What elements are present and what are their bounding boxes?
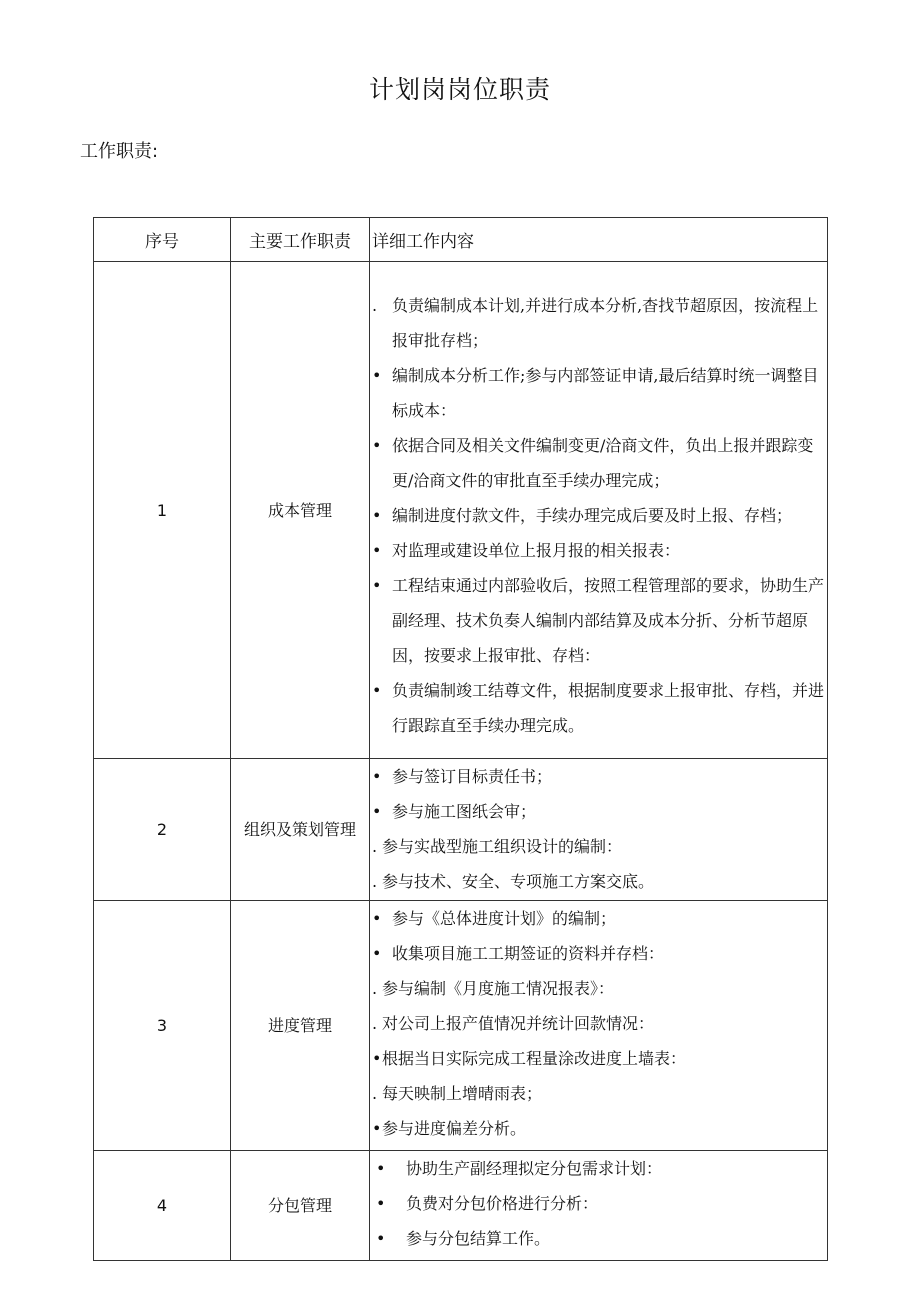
- bullet-mark: •: [372, 436, 382, 455]
- list-item: [372, 428, 827, 498]
- list-item-text: 负责编制成本计划,并进行成本分析,杳找节超原因，按流程上报审批存档；: [392, 296, 819, 350]
- bullet-mark: .: [372, 872, 378, 891]
- list-item: [372, 568, 827, 673]
- table-row: [94, 759, 828, 901]
- bullet-mark: •: [372, 541, 382, 560]
- row-detail: [370, 901, 828, 1151]
- row-detail: [370, 1151, 828, 1261]
- bullet-mark: •: [372, 909, 382, 928]
- table-header-row: [94, 218, 828, 262]
- row-detail: [370, 262, 828, 759]
- bullet-mark: .: [372, 979, 378, 998]
- list-item: [372, 1221, 827, 1256]
- bullet-mark: •: [372, 1119, 382, 1138]
- list-item-text: 负责编制竣工结尊文件，根据制度要求上报审批、存档，并进行跟踪直至手续办理完成。: [392, 681, 825, 735]
- row-number: 3: [94, 901, 231, 1151]
- bullet-mark: •: [376, 1229, 386, 1248]
- header-duty: 主要工作职责: [231, 218, 370, 262]
- list-item-text: 参与编制《月度施工情况报表》：: [382, 979, 615, 998]
- list-item-text: 参与施工图纸会审；: [392, 802, 537, 821]
- list-item: [372, 1151, 827, 1186]
- list-item-text: 对公司上报产值情况并统计回款情况：: [382, 1014, 655, 1033]
- list-item: [372, 901, 827, 936]
- list-item: [372, 1186, 827, 1221]
- list-item-text: 参与进度偏差分析。: [382, 1119, 527, 1138]
- bullet-mark: .: [372, 296, 378, 315]
- list-item-text: 对监理或建设单位上报月报的相关报表：: [392, 541, 681, 560]
- bullet-mark: •: [376, 1194, 386, 1213]
- list-item: [372, 971, 827, 1006]
- list-item: [372, 1041, 827, 1076]
- bullet-mark: •: [372, 506, 382, 525]
- list-item-text: 参与分包结算工作。: [406, 1229, 551, 1248]
- row-duty-text: 组织及策划管理: [243, 819, 356, 839]
- list-item: [372, 864, 827, 899]
- table-row: [94, 262, 828, 759]
- list-item-text: 编制进度付款文件，手续办理完成后要及时上报、存档；: [392, 506, 793, 525]
- list-item-text: 每天映制上增晴雨表；: [382, 1084, 543, 1103]
- row-number: 1: [94, 262, 231, 759]
- row-detail: [370, 759, 828, 901]
- bullet-mark: •: [376, 1159, 386, 1178]
- bullet-mark: .: [372, 1014, 378, 1033]
- list-item-text: 参与实战型施工组织设计的编制：: [382, 837, 623, 856]
- row-duty: 分包管理: [231, 1151, 370, 1261]
- bullet-mark: •: [372, 944, 382, 963]
- list-item: [372, 1076, 827, 1111]
- list-item-text: 参与技术、安全、专项施工方案交底。: [382, 872, 655, 891]
- list-item-text: 编制成本分析工作;参与内部签证申请,最后结算时统一调整目标成本：: [392, 366, 819, 420]
- bullet-mark: •: [372, 767, 382, 786]
- list-item: [372, 1111, 827, 1146]
- list-item-text: 参与签订目标责任书；: [392, 767, 553, 786]
- list-item: [372, 533, 827, 568]
- header-number: 序号: [94, 218, 231, 262]
- list-item: [372, 358, 827, 428]
- table-row: [94, 901, 828, 1151]
- bullet-mark: •: [372, 802, 382, 821]
- bullet-mark: .: [372, 837, 378, 856]
- document-title: 计划岗岗位职责: [368, 75, 551, 104]
- list-item-text: 负费对分包价格进行分析：: [406, 1194, 599, 1213]
- row-duty: 进度管理: [231, 901, 370, 1151]
- row-duty: [231, 759, 370, 901]
- bullet-mark: •: [372, 576, 382, 595]
- row-number: 4: [94, 1151, 231, 1261]
- bullet-mark: •: [372, 366, 382, 385]
- list-item: [372, 794, 827, 829]
- list-item: [372, 288, 827, 358]
- list-item-text: 协助生产副经理拟定分包需求计划：: [406, 1159, 663, 1178]
- list-item-text: 参与《总体进度计划》的编制；: [392, 909, 617, 928]
- list-item-text: 依据合同及相关文件编制变更/洽商文件，负出上报并跟踪变更/洽商文件的审批直至手续办理完成；: [392, 436, 814, 490]
- list-item: [372, 498, 827, 533]
- row-number: 2: [94, 759, 231, 901]
- bullet-mark: .: [372, 1084, 378, 1103]
- list-item: [372, 759, 827, 794]
- list-item-text: 工程结束通过内部验收后，按照工程管理部的要求，协助生产副经理、技术负奏人编制内部结算及成本分折、分析节超原因，按要求上报审批、存档：: [392, 576, 825, 665]
- bullet-mark: •: [372, 1049, 382, 1068]
- table-row: [94, 1151, 828, 1261]
- duties-table: [93, 217, 828, 1261]
- list-item: [372, 936, 827, 971]
- row-duty: 成本管理: [231, 262, 370, 759]
- section-label: 工作职责:: [80, 141, 159, 162]
- list-item-text: 收集项目施工工期签证的资料并存档：: [392, 944, 665, 963]
- list-item-text: 根据当日实际完成工程量涂改进度上墙表：: [382, 1049, 687, 1068]
- list-item: [372, 1006, 827, 1041]
- list-item: [372, 673, 827, 743]
- list-item: [372, 829, 827, 864]
- bullet-mark: •: [372, 681, 382, 700]
- header-detail: 详细工作内容: [370, 218, 828, 262]
